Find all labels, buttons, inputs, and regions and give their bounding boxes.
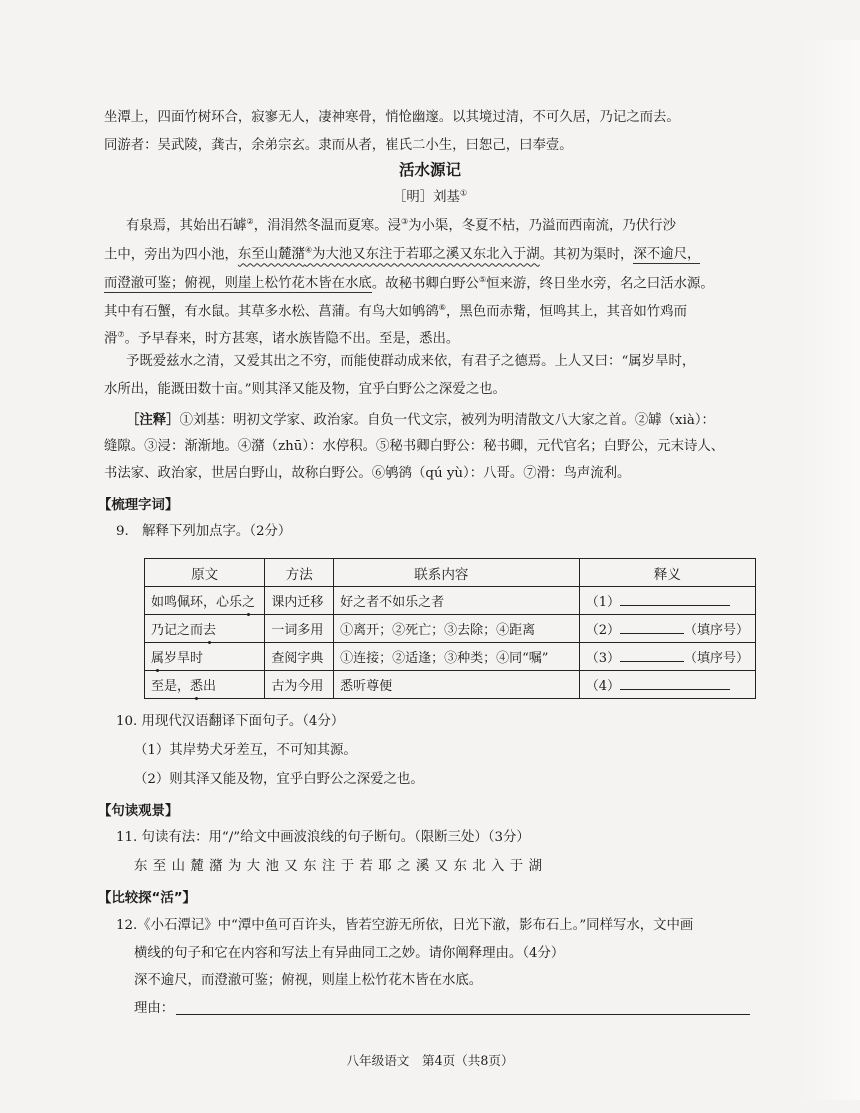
answer-blank[interactable] xyxy=(620,593,730,606)
header-content: 联系内容 xyxy=(334,559,580,587)
article-line-4: 其中有石蟹，有水鼠。其草多水松、菖蒲。有鸟大如鸲鹆⑥，黑色而赤觜，恒鸣其上，其音如竹鸡而 xyxy=(104,303,687,320)
underlined-sentence-part-1: 深不逾尺， xyxy=(633,247,701,263)
underlined-sentence-part-2: 而澄澈可鉴；俯视，则崖上松竹花木皆在水底 xyxy=(104,276,372,292)
section-heading-punctuation: 【句读观景】 xyxy=(98,804,179,819)
notes-line-1: ［注释］①刘基：明初文学家、政治家。自负一代文宗，被列为明清散文八大家之首。②罅（xià）： xyxy=(126,412,715,428)
q10-sentence-2: （2）则其泽又能及物，宜乎白野公之深爱之也。 xyxy=(134,772,424,787)
header-meaning: 释义 xyxy=(579,559,755,587)
method-cell: 课内迁移 xyxy=(265,587,334,615)
notes-line-2: 缝隙。③浸：渐渐地。④潴（zhū）：水停积。⑤秘书卿白野公：秘书卿，元代官名；白野公，元末诗人、 xyxy=(104,439,725,454)
q12-prompt-line-1: 12.《小石潭记》中“潭中鱼可百许头，皆若空游无所依，日光下澈，影布石上。”同样写水，文中画 xyxy=(116,918,694,933)
intro-line-2: 同游者：吴武陵，龚古，余弟宗玄。隶而从者，崔氏二小生，曰恕己，曰奉壹。 xyxy=(104,138,573,153)
table-row xyxy=(145,643,756,671)
header-original: 原文 xyxy=(145,559,265,587)
article-line-7: 水所出，能溉田数十亩。”则其泽又能及物，宜乎白野公之深爱之也。 xyxy=(104,382,506,397)
answer-blank[interactable] xyxy=(620,621,684,634)
scan-edge xyxy=(800,40,860,1100)
article-line-2: 土中，旁出为四小池，东至山麓潴④为大池又东注于若耶之溪又东北入于湖。其初为渠时，深不逾尺， xyxy=(104,246,701,263)
original-cell: 属岁旱时 xyxy=(145,643,265,671)
article-line-3: 而澄澈可鉴；俯视，则崖上松竹花木皆在水底。故秘书卿白野公⑤恒来游，终日坐水旁，名之曰活水源。 xyxy=(104,275,714,292)
content-cell: 好之者不如乐之者 xyxy=(334,587,580,615)
page-footer: 八年级语文 第4页（共8页） xyxy=(346,1053,514,1068)
header-method: 方法 xyxy=(265,559,334,587)
section-heading-vocabulary: 【梳理字词】 xyxy=(98,498,179,513)
table-header-row xyxy=(145,559,756,587)
article-line-6: 予既爱兹水之清，又爱其出之不穷，而能使群动成来依，有君子之德焉。上人又曰：“属岁旱时， xyxy=(126,354,696,369)
q12-reason-label: 理由： xyxy=(134,1001,175,1016)
answer-blank[interactable] xyxy=(620,649,684,662)
reason-answer-line[interactable] xyxy=(176,1014,750,1015)
content-cell: ①离开；②死亡；③去除；④距离 xyxy=(334,615,580,643)
section-heading-comparison: 【比较探“活”】 xyxy=(98,891,196,906)
article-line-5: 滑⑦。予早春来，时方甚寒，诸水族皆隐不出。至是，悉出。 xyxy=(104,330,460,347)
answer-cell[interactable]: （3） （填序号） xyxy=(579,643,755,671)
method-cell: 查阅字典 xyxy=(265,643,334,671)
table-row xyxy=(145,671,756,699)
notes-label: ［注释］ xyxy=(126,412,180,428)
table-row xyxy=(145,587,756,615)
answer-blank[interactable] xyxy=(620,677,730,690)
table-row xyxy=(145,615,756,643)
answer-cell[interactable]: （1） xyxy=(579,587,755,615)
content-cell: ①连接；②适逢；③种类；④同“嘱” xyxy=(334,643,580,671)
wavy-underlined-sentence: 东至山麓潴④为大池又东注于若耶之溪又东北入于湖 xyxy=(237,246,540,263)
original-cell: 至是，悉出 xyxy=(145,671,265,699)
article-author: ［明］刘基① xyxy=(392,188,468,205)
q11-sentence[interactable]: 东至山麓潴为大池又东注于若耶之溪又东北入于湖 xyxy=(134,859,548,874)
content-cell: 悉听尊便 xyxy=(334,671,580,699)
q10-sentence-1: （1）其岸势犬牙差互，不可知其源。 xyxy=(134,743,357,758)
q10-prompt: 10. 用现代汉语翻译下面句子。（4分） xyxy=(116,714,345,729)
q11-prompt: 11. 句读有法：用“/”给文中画波浪线的句子断句。（限断三处）（3分） xyxy=(116,830,530,845)
notes-line-3: 书法家、政治家，世居白野山，故称白野公。⑥鸲鹆（qú yù）：八哥。⑦滑：鸟声流利。 xyxy=(104,466,631,481)
q12-quote: 深不逾尺，而澄澈可鉴；俯视，则崖上松竹花木皆在水底。 xyxy=(134,973,483,988)
q12-prompt-line-2: 横线的句子和它在内容和写法上有异曲同工之妙。请你阐释理由。（4分） xyxy=(134,946,565,961)
q9-prompt: 9. 解释下列加点字。（2分） xyxy=(116,524,292,539)
article-line-1: 有泉焉，其始出石罅②，涓涓然冬温而夏寒。浸③为小渠，冬夏不枯，乃溢而西南流，乃伏行沙 xyxy=(126,217,676,234)
original-cell: 乃记之而去 xyxy=(145,615,265,643)
q9-table xyxy=(144,558,756,699)
method-cell: 一词多用 xyxy=(265,615,334,643)
answer-cell[interactable]: （4） xyxy=(579,671,755,699)
intro-line-1: 坐潭上，四面竹树环合，寂寥无人，凄神寒骨，悄怆幽邃。以其境过清，不可久居，乃记之而去。 xyxy=(104,110,680,125)
method-cell: 古为今用 xyxy=(265,671,334,699)
answer-cell[interactable]: （2） （填序号） xyxy=(579,615,755,643)
article-title: 活水源记 xyxy=(398,161,461,179)
original-cell: 如鸣佩环，心乐之 xyxy=(145,587,265,615)
